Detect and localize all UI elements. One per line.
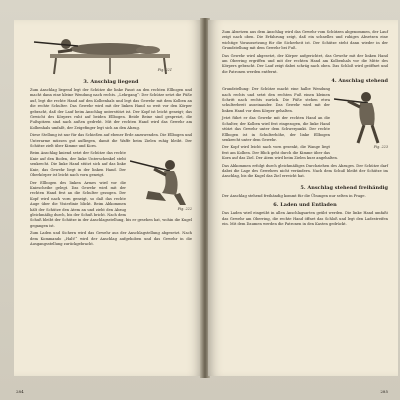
standing-shooter-illustration	[334, 87, 388, 145]
right-page	[208, 20, 398, 376]
section-heading: 4. Anschlag stehend	[331, 78, 388, 85]
paragraph: Der Ellbogen des linken Armes wird vor die Kniescheibe gelegt. Das Gewehr wird mit der rechten Hand fest an die Schulter gezogen. Der Kopf wird nach vorn geneigt, so daß das rechte Auge über die Visierlinie blickt. Beim Abkommen hält der Schütze den Atem an und zieht den Abzug gleichmäßig durch, bis der Schuß bricht. Nach dem Schuß bleibt der Schütze in der Anschlagsstellung, bis er gesehen hat, wohin die Kugel gegangen ist.	[30, 180, 192, 228]
paragraph: Jetzt führt er das Gewehr mit der rechten Hand an die Schulter, der Kolben wird fest eingezogen, die linke Hand stützt das Gewehr unter dem Schwerpunkt. Der rechte Ellbogen ist in Schulterhöhe, der linke Ellbogen senkrecht unter dem Gewehr.	[222, 116, 330, 142]
paragraph: Das Laden wird eingeübt in allen Anschlagsarten geübt werden. Die linke Hand umfaßt das Gewehr am Oberring, die rechte Hand öffnet das Schloß und legt den Ladestreifen ein. Mit dem Daumen werden die Patronen in den Kasten gedrückt.	[222, 211, 388, 226]
paragraph: Zum Laden und Sichern wird das Gewehr aus der Anschlagstellung abgesetzt. Nach dem Kommando „Halt!“ wird der Anschlag aufgehoben und das Gewehr in die Ausgangsstellung zurückgebracht.	[30, 231, 192, 246]
left-page	[14, 20, 202, 376]
figure-caption: Fig. 222	[177, 207, 192, 212]
paragraph: Der Anschlag stehend freihändig kommt für die Übungen nur selten in Frage.	[222, 193, 366, 198]
paragraph: Zum Anschlag liegend legt der Schütze die linke Faust an den rechten Ellbogen und macht dann eine kleine Wendung nach rechts. „Lehrgang“: Der Schütze setzt die Füße auf, legt die rechte Hand auf den Kolbenhals und legt das Gewehr mit dem Kolben an die rechte Schulter. Das Gewehr wird mit der linken Hand so weit vor den Körper gebracht, daß der Lauf beim Anschlag unterstützt ist. Der Kopf ist leicht geneigt; das Gewicht des Körpers ruht auf beiden Ellbogen. Beide Beine sind gespreizt, die Fußspitzen sind nach außen gedreht. Mit der rechten Hand wird das Gewehr am Kolbenhals umfaßt, der Zeigefinger legt sich an den Abzug.	[30, 88, 192, 130]
figure-prone-shooter	[30, 30, 192, 76]
section-heading: 3. Anschlag liegend	[83, 79, 139, 85]
figure-caption: Fig. 223	[373, 145, 388, 150]
paragraph: Diese Stellung ist nur für das Schießen auf ebener Erde anzuwenden. Die Ellbogen und Unterarme müssen gut aufliegen, damit die Waffe beim Zielen ruhig bleibt. Der Schütze zielt über Kimme und Korn.	[30, 133, 192, 149]
paragraph: Der Kopf wird leicht nach vorn gesenkt, die Wange liegt fest am Kolben. Der Blick geht durch die Kimme über das Korn auf das Ziel. Der Atem wird beim Zielen kurz angehalten.	[222, 145, 339, 161]
figure-standing-shooter	[334, 87, 388, 149]
paragraph: Grundstellung: Der Schütze macht eine halbe Wendung nach rechts und setzt den rechten Fuß einen kleinen Schritt nach rechts zurück. Die Füße stehen etwa schulterbreit auseinander. Das Gewehr wird mit der linken Hand vor dem Körper gehalten.	[222, 87, 330, 113]
figure-kneeling-shooter	[130, 151, 192, 211]
kneeling-shooter-illustration	[130, 151, 192, 207]
figure-caption: Fig. 221	[157, 68, 172, 72]
section-heading: 5. Anschlag stehend freihändig	[300, 184, 388, 191]
section-heading: 6. Laden und Entladen	[273, 202, 337, 209]
paragraph: Das Gewehr wird abgesetzt, der Körper aufgerichtet, das Gewehr mit der linken Hand am Oberring ergriffen und mit der rechten Hand am Kolbenhals vor die Mitte des Körpers gebracht. Der Lauf zeigt dabei schräg nach oben. Das Schloß wird geöffnet und die Patronen werden entfernt.	[222, 53, 388, 74]
page-number-right: 285	[380, 389, 388, 394]
paragraph: Beim Anschlag kniend setzt der Schütze das rechte Knie auf den Boden, der linke Unterschenkel steht senkrecht. Die linke Hand stützt sich auf das linke Knie, das Gewehr liegt in der linken Hand. Der Oberkörper ist leicht nach vorn geneigt.	[30, 151, 126, 178]
page-number-left: 284	[16, 389, 24, 394]
paragraph: Das Abkommen erfolgt durch gleichmäßiges Durchziehen des Abzuges. Der Schütze darf dabei die Lage des Gewehres nicht verändern. Nach dem Schuß bleibt der Schütze im Anschlag, bis die Kugel das Ziel erreicht hat.	[222, 163, 388, 179]
paragraph: Zum Absetzen aus dem Anschlag wird das Gewehr vom Schützen abgenommen, der Lauf zeigt nach oben. Die Erfahrung zeigt, daß ein schnelles und ruhiges Absetzen eine wichtige Voraussetzung für die Sicherheit ist. Der Schütze steht dann wieder in der Grundstellung mit dem Gewehr bei Fuß.	[222, 30, 388, 51]
